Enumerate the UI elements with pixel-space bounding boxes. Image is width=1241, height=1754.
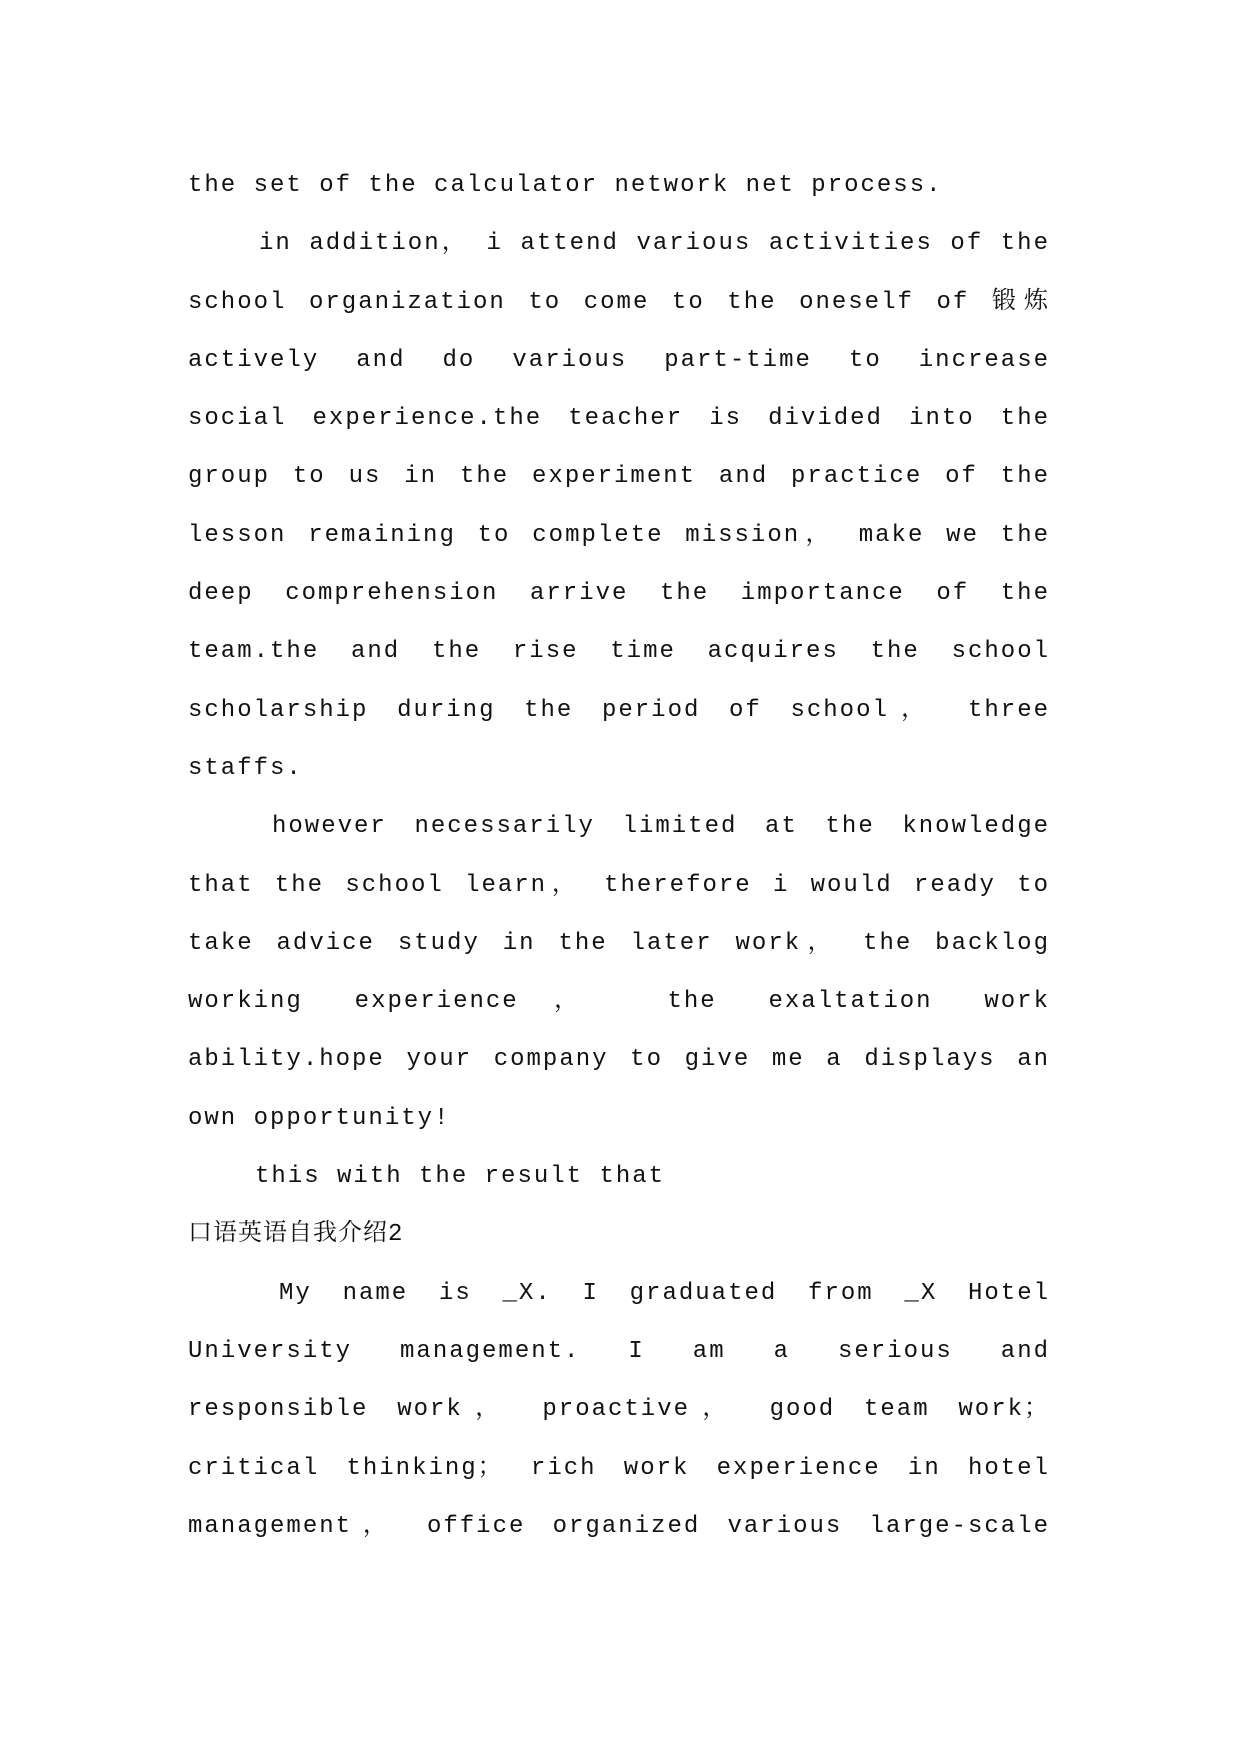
text-line: staffs. bbox=[188, 754, 303, 782]
text-line: own opportunity! bbox=[188, 1104, 451, 1132]
text-line: working experience， the exaltation work bbox=[188, 988, 1050, 1016]
text-line: however necessarily limited at the knowledge bbox=[272, 813, 1050, 841]
text-line: lesson remaining to complete mission， make we the bbox=[188, 521, 1050, 549]
text-line: critical thinking； rich work experience in hotel bbox=[188, 1454, 1050, 1482]
text-line: take advice study in the later work， the backlog bbox=[188, 929, 1050, 957]
text-line: that the school learn， therefore i would ready to bbox=[188, 871, 1050, 899]
text-line: University management. I am a serious and bbox=[188, 1337, 1050, 1365]
text-line: school organization to come to the oneself of 锻炼 bbox=[188, 288, 1050, 316]
text-line: the set of the calculator network net process. bbox=[188, 172, 943, 199]
text-line: My name is _X. I graduated from _X Hotel bbox=[279, 1279, 1050, 1307]
document-body bbox=[188, 157, 1050, 1556]
text-line: team.the and the rise time acquires the school bbox=[188, 638, 1050, 666]
text-line: responsible work， proactive， good team work； bbox=[188, 1396, 1050, 1424]
text-line: group to us in the experiment and practice of the bbox=[188, 463, 1050, 491]
text-line: actively and do various part-time to increase bbox=[188, 346, 1050, 374]
text-line: this with the result that bbox=[255, 1163, 666, 1191]
text-line: ability.hope your company to give me a displays an bbox=[188, 1046, 1050, 1074]
text-line: management， office organized various large-scale bbox=[188, 1512, 1050, 1540]
section-heading: 口语英语自我介绍2 bbox=[188, 1221, 404, 1249]
text-line: deep comprehension arrive the importance of the bbox=[188, 580, 1050, 608]
text-line: scholarship during the period of school， three bbox=[188, 696, 1050, 724]
text-line: in addition， i attend various activities of the bbox=[259, 230, 1050, 258]
text-line: social experience.the teacher is divided into the bbox=[188, 405, 1050, 433]
